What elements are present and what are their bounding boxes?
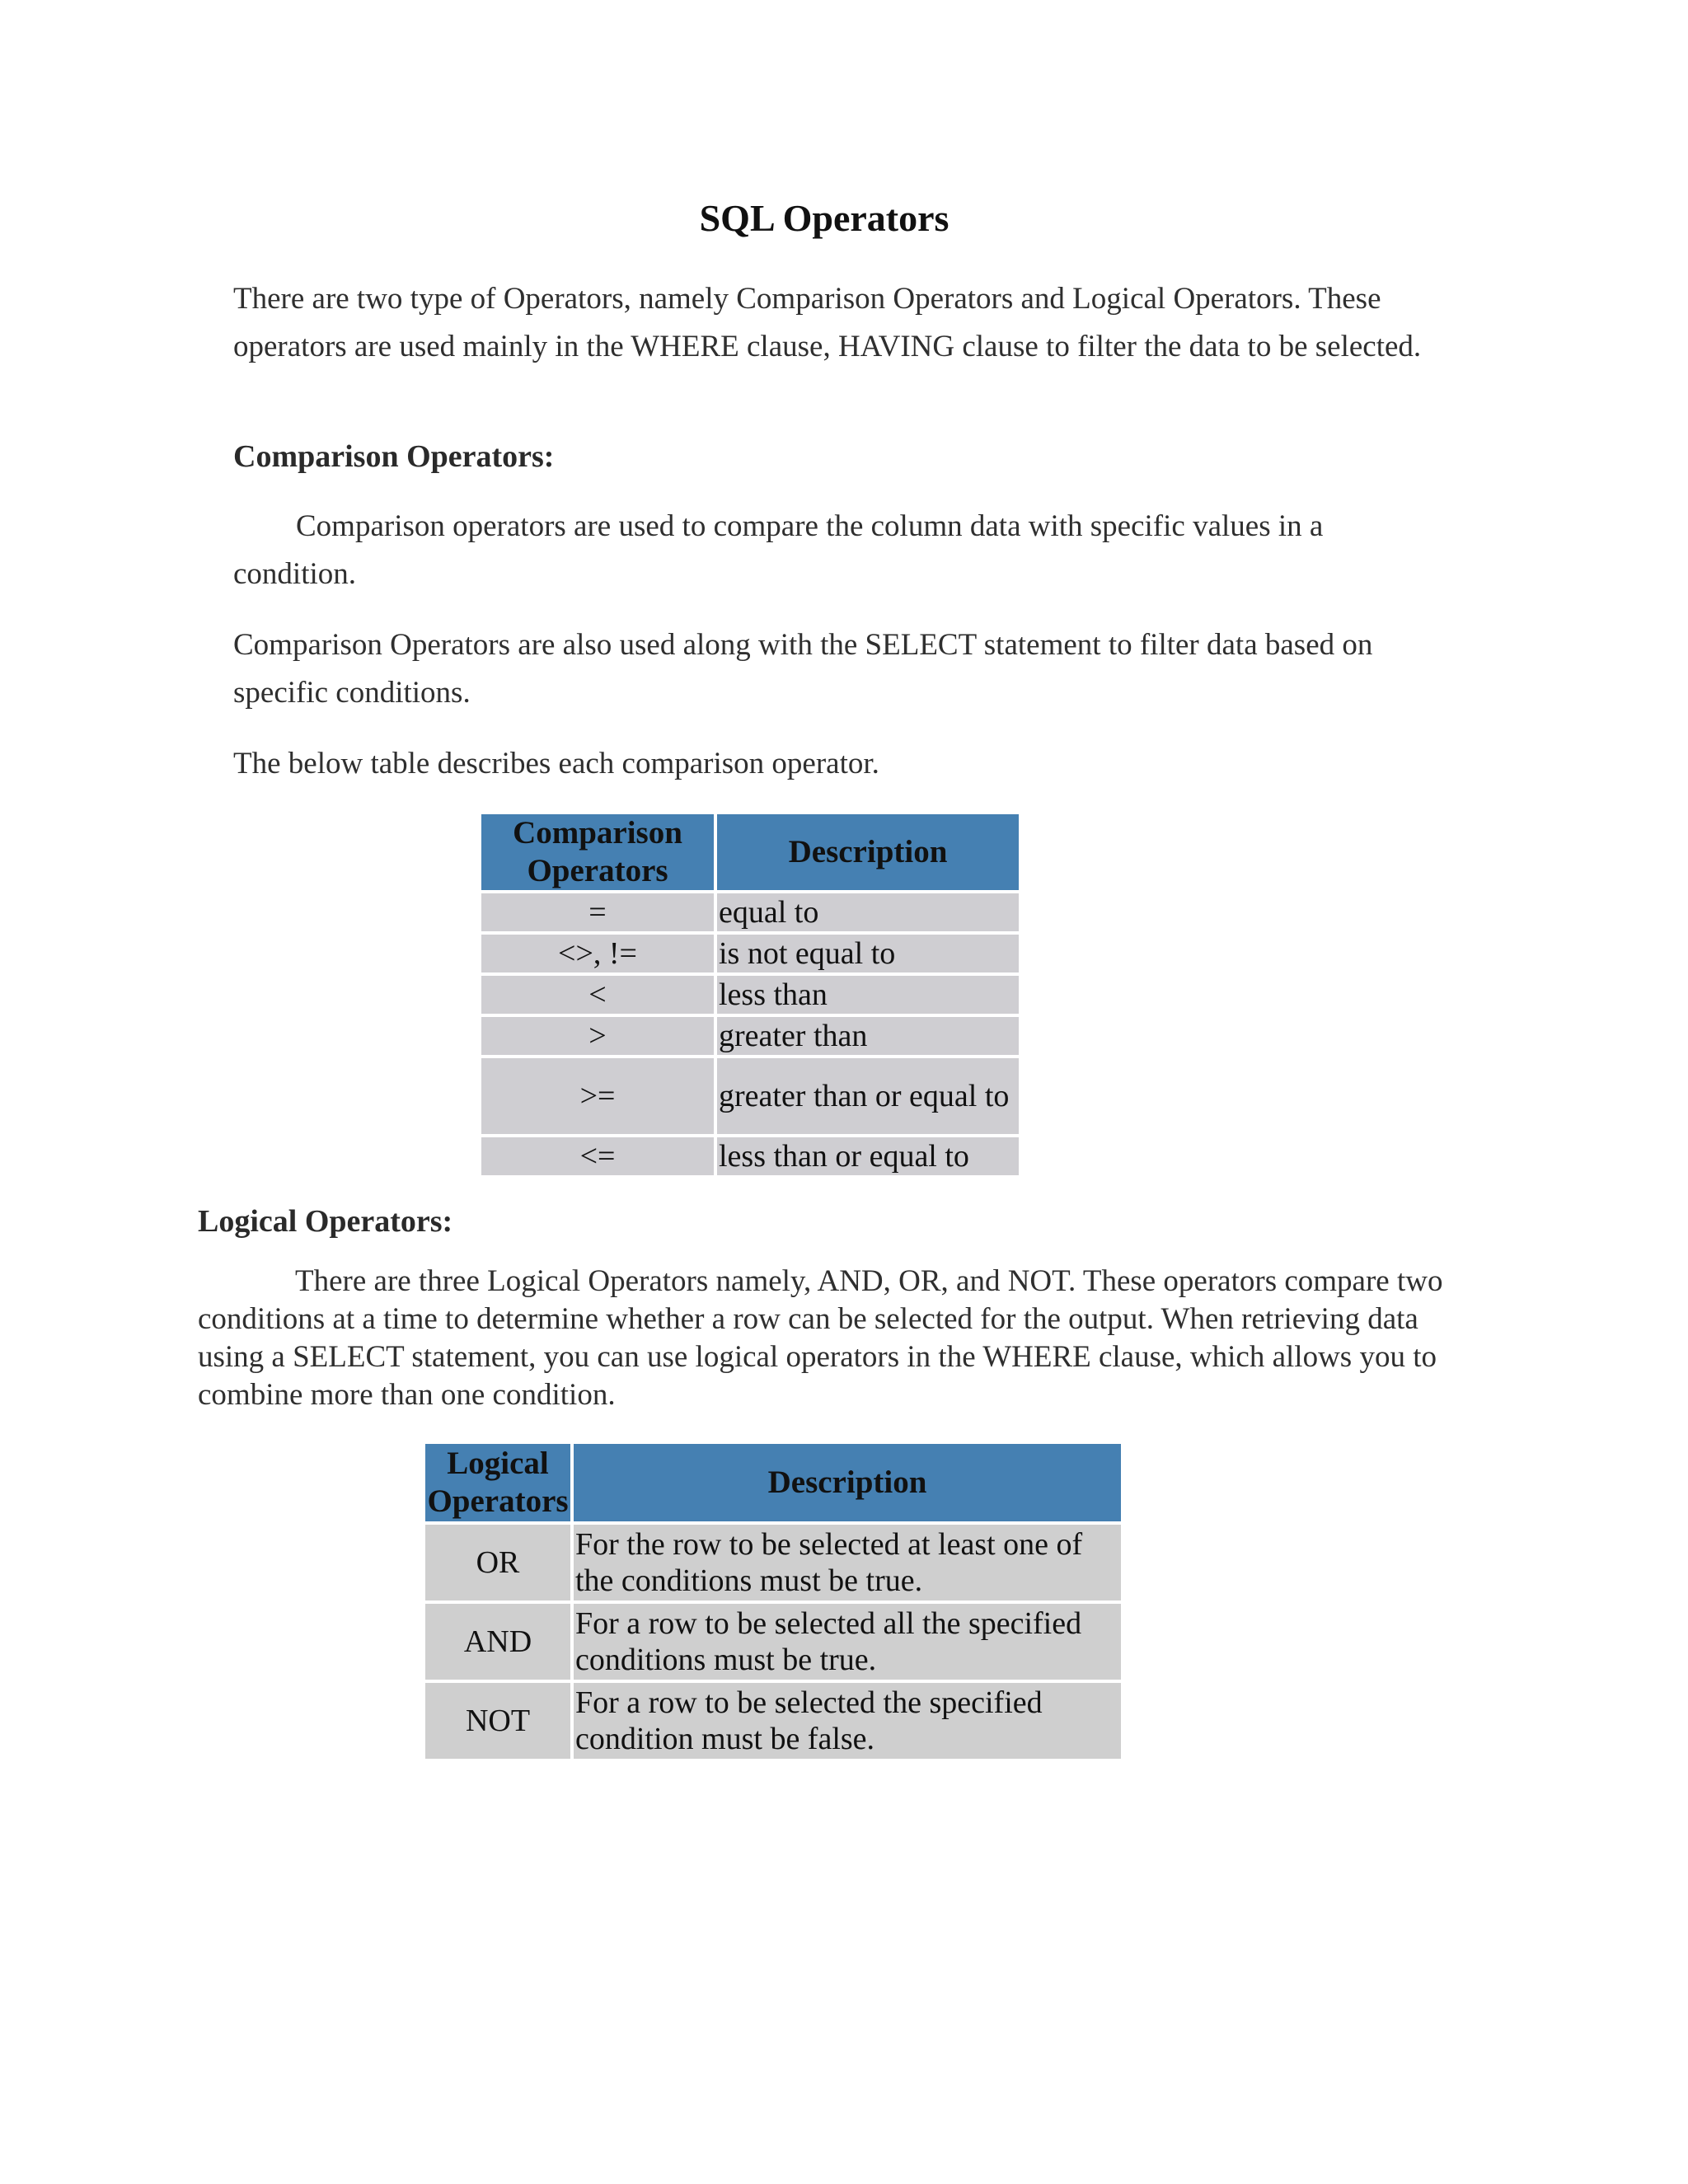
intro-paragraph: There are two type of Operators, namely Comparison Operators and Logical Operators. These operators are used mainly in the WHERE clause, HAVING clause to filter the data to be selected. — [233, 282, 1422, 363]
description-cell: For a row to be selected the specified condition must be false. — [574, 1683, 1121, 1759]
table-row — [481, 1137, 1019, 1175]
operator-cell: > — [481, 1017, 714, 1055]
column-header-operator: Comparison Operators — [481, 814, 714, 890]
description-cell: For a row to be selected all the specified conditions must be true. — [574, 1604, 1121, 1680]
description-cell: less than or equal to — [717, 1137, 1019, 1175]
operator-cell: NOT — [425, 1683, 570, 1759]
column-header-description: Description — [717, 814, 1019, 890]
description-cell: greater than — [717, 1017, 1019, 1055]
comparison-paragraph-3: The below table describes each comparison operator. — [233, 747, 879, 780]
description-cell: For the row to be selected at least one of the conditions must be true. — [574, 1525, 1121, 1601]
description-cell: equal to — [717, 893, 1019, 931]
logical-paragraph: There are three Logical Operators namely, AND, OR, and NOT. These operators compare two conditions at a time to determine whether a row can be selected for the output. When retrieving data using a SELECT statement, you can use logical operators in the WHERE clause, which allows you to combine more than one condition. — [198, 1264, 1443, 1412]
operator-cell: AND — [425, 1604, 570, 1680]
description-cell: is not equal to — [717, 935, 1019, 972]
table-row — [425, 1525, 1121, 1601]
description-cell: greater than or equal to — [717, 1058, 1019, 1134]
comparison-operators-table — [478, 811, 1022, 1179]
operator-cell: = — [481, 893, 714, 931]
column-header-description: Description — [574, 1444, 1121, 1521]
page-title: SQL Operators — [699, 197, 950, 239]
table-row — [481, 1017, 1019, 1055]
comparison-heading: Comparison Operators: — [233, 439, 555, 474]
operator-cell: <= — [481, 1137, 714, 1175]
logical-heading: Logical Operators: — [198, 1204, 453, 1239]
operator-cell: >= — [481, 1058, 714, 1134]
comparison-paragraph-2: Comparison Operators are also used along with the SELECT statement to filter data based on specific conditions. — [233, 628, 1373, 710]
description-cell: less than — [717, 976, 1019, 1014]
column-header-operator: Logical Operators — [425, 1444, 570, 1521]
table-row — [481, 893, 1019, 931]
operator-cell: <>, != — [481, 935, 714, 972]
comparison-paragraph-1: Comparison operators are used to compare the column data with specific values in a condition. — [233, 509, 1324, 591]
table-row — [481, 935, 1019, 972]
table-row — [481, 1058, 1019, 1134]
operator-cell: OR — [425, 1525, 570, 1601]
operator-cell: < — [481, 976, 714, 1014]
table-row — [425, 1683, 1121, 1759]
logical-operators-table — [422, 1441, 1124, 1762]
table-header-row — [481, 814, 1019, 890]
table-row — [481, 976, 1019, 1014]
table-header-row — [425, 1444, 1121, 1521]
table-row — [425, 1604, 1121, 1680]
